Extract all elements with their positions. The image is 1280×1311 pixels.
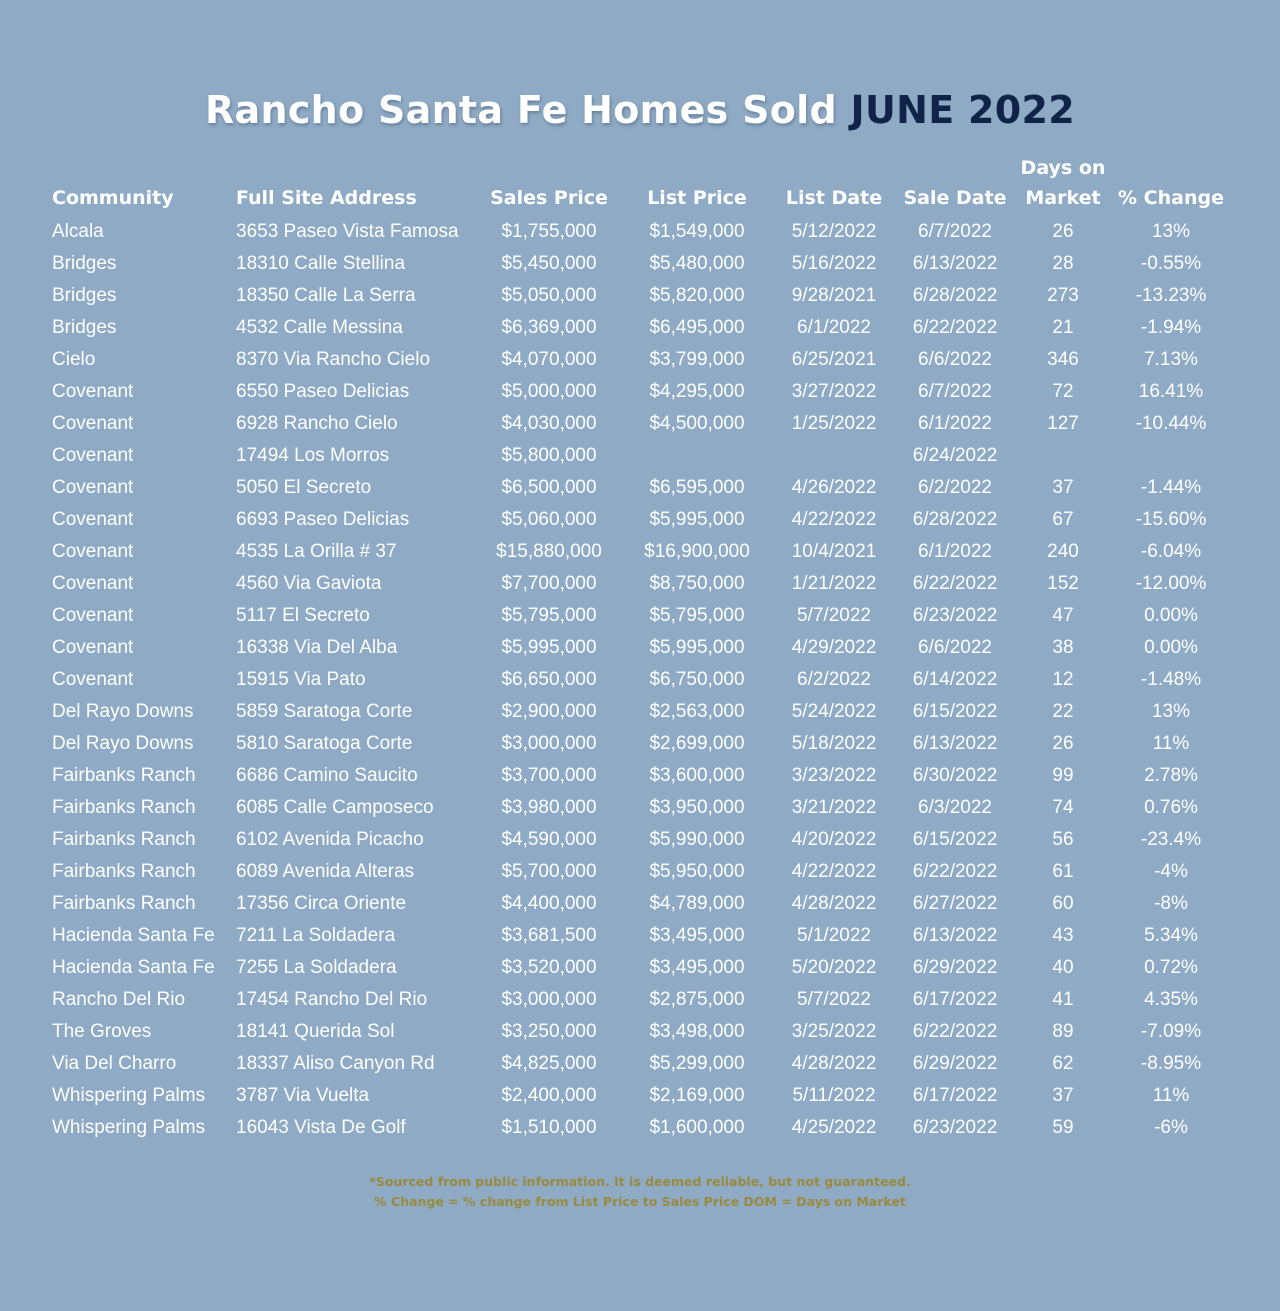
cell-list-date: 4/28/2022 [791,893,877,914]
cell-sales-price: $5,060,000 [501,509,597,530]
cell-list-date: 3/25/2022 [791,1021,877,1042]
cell-address: 5810 Saratoga Corte [236,733,413,754]
cell-list-price: $2,563,000 [649,701,745,722]
cell-sale-date: 6/27/2022 [912,893,998,914]
cell-list-price: $8,750,000 [649,573,745,594]
cell-community: Hacienda Santa Fe [52,957,215,978]
cell-list-price: $1,600,000 [649,1117,745,1138]
cell-percent-change: 11% [1152,1085,1190,1106]
cell-list-price: $5,950,000 [649,861,745,882]
cell-list-date: 4/25/2022 [791,1117,877,1138]
cell-percent-change: -7.09% [1140,1021,1202,1042]
cell-percent-change: -1.44% [1140,477,1202,498]
cell-sale-date: 6/15/2022 [912,829,998,850]
cell-address: 4560 Via Gaviota [236,573,382,594]
cell-percent-change: 7.13% [1144,349,1198,370]
header-sale-date: Sale Date [903,187,1007,209]
table-row [0,696,1280,728]
cell-community: Whispering Palms [52,1085,206,1106]
cell-days-on-market: 273 [1047,285,1079,306]
header-sales-price: Sales Price [490,187,608,209]
cell-percent-change: 0.00% [1144,637,1198,658]
cell-days-on-market: 61 [1052,861,1074,882]
cell-percent-change: 13% [1151,701,1191,722]
table-row [0,216,1280,248]
page-title [0,88,1280,132]
cell-sale-date: 6/23/2022 [912,605,998,626]
cell-days-on-market: 26 [1052,733,1074,754]
cell-list-date: 5/16/2022 [791,253,877,274]
header-change: % Change [1118,187,1224,209]
cell-list-price: $6,495,000 [649,317,745,338]
cell-community: Bridges [52,317,117,338]
cell-community: Del Rayo Downs [52,733,194,754]
cell-sale-date: 6/23/2022 [912,1117,998,1138]
cell-sale-date: 6/6/2022 [918,349,992,370]
table-row [0,984,1280,1016]
cell-sale-date: 6/15/2022 [912,701,998,722]
cell-days-on-market: 28 [1052,253,1074,274]
table-row [0,952,1280,984]
cell-list-date: 5/24/2022 [791,701,877,722]
header-dom-line1: Days on [1020,157,1106,179]
cell-days-on-market: 62 [1052,1053,1074,1074]
table-row [0,344,1280,376]
cell-sale-date: 6/13/2022 [912,925,998,946]
table-row [0,632,1280,664]
cell-address: 3787 Via Vuelta [236,1085,370,1106]
cell-days-on-market: 127 [1047,413,1079,434]
header-list-price: List Price [647,187,747,209]
cell-community: Alcala [52,221,104,242]
cell-sale-date: 6/22/2022 [912,573,998,594]
cell-sales-price: $4,030,000 [501,413,597,434]
cell-sales-price: $4,590,000 [501,829,597,850]
table-row [0,1016,1280,1048]
cell-days-on-market: 72 [1052,381,1074,402]
cell-community: Covenant [52,605,134,626]
cell-list-date: 4/26/2022 [791,477,877,498]
table-row [0,472,1280,504]
cell-list-price: $4,500,000 [649,413,745,434]
cell-sales-price: $3,250,000 [501,1021,597,1042]
cell-percent-change: 4.35% [1144,989,1198,1010]
table-row [0,440,1280,472]
cell-sale-date: 6/14/2022 [912,669,998,690]
cell-address: 16043 Vista De Golf [236,1117,406,1138]
cell-list-date: 6/1/2022 [797,317,871,338]
cell-days-on-market: 59 [1052,1117,1074,1138]
cell-sale-date: 6/1/2022 [918,541,992,562]
cell-sale-date: 6/17/2022 [912,1085,998,1106]
cell-sales-price: $3,980,000 [501,797,597,818]
cell-address: 18337 Aliso Canyon Rd [236,1053,435,1074]
cell-sale-date: 6/28/2022 [912,285,998,306]
cell-sales-price: $3,520,000 [501,957,597,978]
cell-list-date: 4/28/2022 [791,1053,877,1074]
cell-list-date: 5/1/2022 [797,925,871,946]
cell-percent-change: 0.72% [1144,957,1198,978]
footnote-line2: % Change = % change from List Price to Sales Price DOM = Days on Market [374,1194,906,1209]
table-row [0,920,1280,952]
cell-community: Rancho Del Rio [52,989,186,1010]
cell-sale-date: 6/22/2022 [912,317,998,338]
cell-list-price: $3,799,000 [649,349,745,370]
cell-sales-price: $4,400,000 [501,893,597,914]
cell-days-on-market: 41 [1052,989,1074,1010]
cell-sales-price: $6,500,000 [501,477,597,498]
cell-community: Cielo [52,349,96,370]
cell-address: 5117 El Secreto [236,605,370,626]
cell-address: 18350 Calle La Serra [236,285,416,306]
cell-percent-change: -0.55% [1140,253,1202,274]
cell-community: Hacienda Santa Fe [52,925,215,946]
cell-percent-change: -6% [1154,1117,1188,1138]
cell-list-price: $5,480,000 [649,253,745,274]
cell-percent-change: -13.23% [1135,285,1207,306]
cell-list-price: $4,295,000 [649,381,745,402]
cell-days-on-market: 26 [1052,221,1074,242]
cell-days-on-market: 56 [1052,829,1074,850]
cell-list-price: $5,820,000 [649,285,745,306]
cell-list-date: 3/27/2022 [791,381,877,402]
cell-list-price: $5,795,000 [649,605,745,626]
cell-percent-change: 11% [1152,733,1190,754]
cell-percent-change: 16.41% [1138,381,1204,402]
cell-list-date: 6/2/2022 [797,669,871,690]
cell-address: 7255 La Soldadera [236,957,397,978]
cell-sale-date: 6/22/2022 [912,1021,998,1042]
cell-list-price: $6,595,000 [649,477,745,498]
cell-list-date: 10/4/2021 [791,541,877,562]
cell-list-date: 5/7/2022 [797,605,871,626]
table-row [0,1048,1280,1080]
cell-sale-date: 6/13/2022 [912,253,998,274]
cell-sales-price: $4,070,000 [501,349,597,370]
cell-sale-date: 6/7/2022 [918,221,992,242]
cell-days-on-market: 152 [1047,573,1079,594]
cell-sale-date: 6/6/2022 [918,637,992,658]
cell-percent-change: 5.34% [1144,925,1198,946]
cell-list-date: 3/21/2022 [791,797,877,818]
cell-community: Del Rayo Downs [52,701,194,722]
cell-percent-change: 13% [1151,221,1191,242]
table-row [0,280,1280,312]
cell-address: 6686 Camino Saucito [236,765,418,786]
cell-community: Covenant [52,413,134,434]
cell-address: 6693 Paseo Delicias [236,509,410,530]
cell-list-date: 5/7/2022 [797,989,871,1010]
cell-address: 3653 Paseo Vista Famosa [236,221,459,242]
cell-address: 6550 Paseo Delicias [236,381,410,402]
cell-list-date: 4/29/2022 [791,637,877,658]
cell-sales-price: $5,000,000 [501,381,597,402]
cell-sale-date: 6/1/2022 [918,413,992,434]
cell-sale-date: 6/7/2022 [918,381,992,402]
cell-list-price: $16,900,000 [644,541,750,562]
cell-address: 17494 Los Morros [236,445,390,466]
cell-community: Covenant [52,381,134,402]
sales-table [0,216,1280,1144]
table-row [0,792,1280,824]
cell-days-on-market: 60 [1052,893,1074,914]
cell-community: Covenant [52,445,134,466]
cell-community: Covenant [52,541,134,562]
table-row [0,312,1280,344]
header-dom-line2: Market [1025,187,1101,209]
cell-days-on-market: 22 [1052,701,1074,722]
cell-list-price: $3,950,000 [649,797,745,818]
cell-sales-price: $3,000,000 [501,733,597,754]
cell-community: Fairbanks Ranch [52,829,196,850]
header-address: Full Site Address [236,187,417,209]
cell-community: Covenant [52,573,134,594]
table-row [0,760,1280,792]
cell-address: 18310 Calle Stellina [236,253,406,274]
cell-list-date: 4/22/2022 [791,509,877,530]
cell-sales-price: $15,880,000 [496,541,602,562]
header-community: Community [52,187,174,209]
cell-sales-price: $3,681,500 [501,925,597,946]
cell-list-date: 3/23/2022 [791,765,877,786]
cell-address: 6089 Avenida Alteras [236,861,415,882]
table-row [0,248,1280,280]
cell-address: 6102 Avenida Picacho [236,829,424,850]
cell-list-date: 4/20/2022 [791,829,877,850]
cell-sales-price: $6,369,000 [501,317,597,338]
cell-percent-change: -1.48% [1140,669,1202,690]
footnote-line1: *Sourced from public information. It is deemed reliable, but not guaranteed. [369,1174,911,1189]
cell-percent-change: 0.00% [1144,605,1198,626]
cell-sales-price: $3,000,000 [501,989,597,1010]
table-row [0,664,1280,696]
cell-days-on-market: 40 [1052,957,1074,978]
cell-address: 6085 Calle Camposeco [236,797,434,818]
cell-address: 17356 Circa Oriente [236,893,407,914]
cell-list-price: $5,995,000 [649,637,745,658]
cell-community: Fairbanks Ranch [52,861,196,882]
cell-list-price: $1,549,000 [649,221,745,242]
cell-sales-price: $2,900,000 [501,701,597,722]
cell-sales-price: $5,800,000 [501,445,597,466]
cell-address: 6928 Rancho Cielo [236,413,398,434]
cell-list-date: 1/25/2022 [791,413,877,434]
cell-address: 16338 Via Del Alba [236,637,398,658]
cell-percent-change: -10.44% [1135,413,1207,434]
cell-sale-date: 6/30/2022 [912,765,998,786]
cell-days-on-market: 99 [1052,765,1074,786]
cell-list-date: 9/28/2021 [791,285,877,306]
table-row [0,1112,1280,1144]
cell-sales-price: $5,795,000 [501,605,597,626]
cell-list-price: $3,498,000 [649,1021,745,1042]
cell-days-on-market: 47 [1052,605,1074,626]
cell-sale-date: 6/3/2022 [918,797,992,818]
cell-days-on-market: 37 [1052,1085,1074,1106]
cell-days-on-market: 38 [1052,637,1074,658]
table-row [0,376,1280,408]
cell-list-price: $3,600,000 [649,765,745,786]
cell-list-price: $2,699,000 [649,733,745,754]
cell-list-price: $5,990,000 [649,829,745,850]
cell-address: 7211 La Soldadera [236,925,396,946]
cell-days-on-market: 67 [1052,509,1074,530]
cell-sale-date: 6/2/2022 [918,477,992,498]
footnote [0,1172,1280,1212]
cell-community: The Groves [52,1021,152,1042]
title-accent: JUNE 2022 [850,88,1075,132]
cell-list-price: $5,299,000 [649,1053,745,1074]
cell-sale-date: 6/29/2022 [912,957,998,978]
table-row [0,888,1280,920]
table-row [0,408,1280,440]
cell-list-price: $3,495,000 [649,957,745,978]
cell-address: 4532 Calle Messina [236,317,403,338]
cell-community: Fairbanks Ranch [52,797,196,818]
cell-community: Covenant [52,477,134,498]
cell-list-price: $2,169,000 [649,1085,745,1106]
cell-sales-price: $2,400,000 [501,1085,597,1106]
table-row [0,504,1280,536]
cell-address: 15915 Via Pato [236,669,366,690]
cell-list-date: 5/11/2022 [792,1085,876,1106]
cell-percent-change: -1.94% [1140,317,1202,338]
cell-community: Whispering Palms [52,1117,206,1138]
table-row [0,728,1280,760]
cell-sales-price: $3,700,000 [501,765,597,786]
cell-days-on-market: 240 [1047,541,1079,562]
cell-sale-date: 6/24/2022 [912,445,998,466]
cell-list-date: 5/18/2022 [791,733,877,754]
cell-list-date: 6/25/2021 [791,349,877,370]
cell-days-on-market: 21 [1052,317,1074,338]
cell-sale-date: 6/17/2022 [912,989,998,1010]
cell-sales-price: $5,450,000 [501,253,597,274]
cell-sales-price: $5,050,000 [501,285,597,306]
cell-days-on-market: 89 [1052,1021,1074,1042]
cell-community: Covenant [52,669,134,690]
cell-days-on-market: 43 [1052,925,1074,946]
cell-percent-change: -8% [1154,893,1188,914]
cell-percent-change: 2.78% [1144,765,1198,786]
cell-community: Bridges [52,253,117,274]
cell-percent-change: -15.60% [1135,509,1207,530]
cell-sales-price: $5,700,000 [501,861,597,882]
cell-list-price: $6,750,000 [649,669,745,690]
cell-percent-change: -4% [1154,861,1188,882]
cell-address: 4535 La Orilla # 37 [236,541,397,562]
cell-sale-date: 6/13/2022 [912,733,998,754]
cell-list-date: 5/12/2022 [791,221,877,242]
cell-community: Fairbanks Ranch [52,893,196,914]
cell-sales-price: $6,650,000 [501,669,597,690]
cell-community: Bridges [52,285,117,306]
cell-address: 5859 Saratoga Corte [236,701,413,722]
cell-address: 17454 Rancho Del Rio [236,989,428,1010]
cell-sale-date: 6/28/2022 [912,509,998,530]
cell-days-on-market: 12 [1052,669,1074,690]
table-row [0,600,1280,632]
cell-percent-change: -23.4% [1140,829,1202,850]
table-row [0,1080,1280,1112]
cell-list-date: 1/21/2022 [791,573,877,594]
cell-sales-price: $4,825,000 [501,1053,597,1074]
table-row [0,536,1280,568]
cell-percent-change: 0.76% [1144,797,1198,818]
cell-list-date: 5/20/2022 [791,957,877,978]
cell-percent-change: -8.95% [1140,1053,1202,1074]
cell-sales-price: $7,700,000 [501,573,597,594]
cell-list-price: $4,789,000 [649,893,745,914]
cell-days-on-market: 346 [1047,349,1079,370]
title-main: Rancho Santa Fe Homes Sold [204,88,838,132]
cell-sale-date: 6/22/2022 [912,861,998,882]
cell-list-price: $3,495,000 [649,925,745,946]
table-row [0,568,1280,600]
cell-sales-price: $1,755,000 [501,221,597,242]
cell-community: Covenant [52,509,134,530]
cell-community: Covenant [52,637,134,658]
cell-sales-price: $1,510,000 [501,1117,597,1138]
cell-list-price: $2,875,000 [649,989,745,1010]
cell-sales-price: $5,995,000 [501,637,597,658]
cell-days-on-market: 37 [1052,477,1074,498]
cell-address: 8370 Via Rancho Cielo [236,349,431,370]
cell-address: 5050 El Secreto [236,477,372,498]
header-list-date: List Date [785,187,883,209]
cell-list-date: 4/22/2022 [791,861,877,882]
cell-days-on-market: 74 [1052,797,1074,818]
table-row [0,824,1280,856]
cell-percent-change: -6.04% [1140,541,1202,562]
cell-list-price: $5,995,000 [649,509,745,530]
cell-community: Via Del Charro [52,1053,177,1074]
cell-community: Fairbanks Ranch [52,765,196,786]
cell-sale-date: 6/29/2022 [912,1053,998,1074]
cell-percent-change: -12.00% [1135,573,1207,594]
table-row [0,856,1280,888]
cell-address: 18141 Querida Sol [236,1021,395,1042]
